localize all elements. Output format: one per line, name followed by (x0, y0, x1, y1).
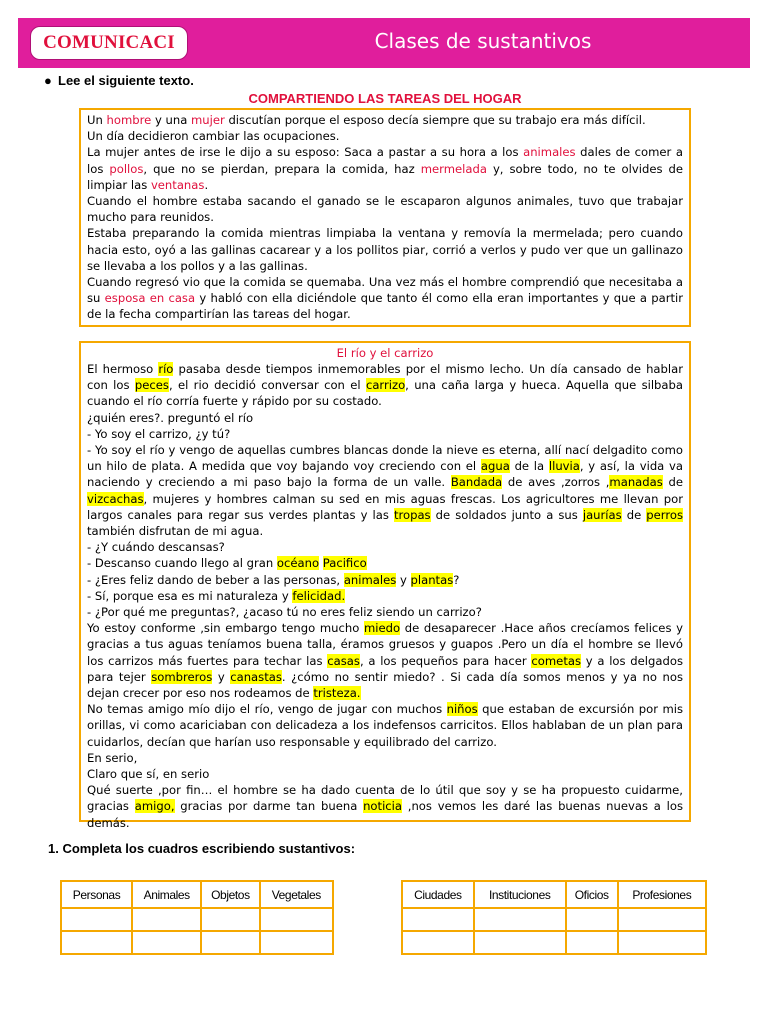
highlighted-noun: amigo, (134, 799, 175, 814)
highlighted-noun: niños (446, 702, 478, 717)
paragraph: - Descanso cuando llego al gran océano Pacifico (87, 556, 367, 571)
highlighted-noun: felicidad. (292, 588, 346, 603)
answer-cell[interactable] (474, 931, 566, 954)
paragraph: - Yo soy el río y vengo de aquellas cumbres blancas donde la nieve es eterna, allí nací delgadito como un hilo de plata. A medida que voy bajando voy creciendo con el agua de la lluvia, y así, la vida va naciendo y creciendo a mi paso bajo la forma de un valle. Bandada de aves ,zorros ,manadas de vizcachas, mujeres y hombres calman su sed en mis aguas frescas. Los agricultores me llevan por largos canales para regar sus verdes plantas y las tropas de soldados junto a sus jaurías de perros también disfrutan de mi agua. (87, 443, 683, 539)
paragraph: Un hombre y una mujer discutían porque el esposo decía siempre que su trabajo era más difícil. (87, 113, 646, 127)
highlighted-noun: plantas (410, 572, 454, 587)
question-1: 1. Completa los cuadros escribiendo sustantivos: (48, 841, 356, 856)
highlighted-noun: jaurías (582, 507, 622, 522)
highlighted-noun: casas (327, 653, 360, 668)
answer-cell[interactable] (260, 908, 333, 931)
subject-badge-label: COMUNICACI (43, 32, 175, 53)
highlighted-noun: canastas (230, 669, 282, 684)
red-word: mermelada (420, 161, 487, 176)
paragraph: Yo estoy conforme ,sin embargo tengo mucho miedo de desaparecer .Hace años crecíamos felices y gracias a tus aguas teníamos buena talla, éramos gruesos y guapos .Pero un día el hombre se llevó los carrizos más fuertes para techar las casas, a los pequeños para hacer cometas y a los delgados para tejer sombreros y canastas. ¿cómo no sentir miedo? . Si cada día somos menos y ya no nos dejan crecer por eso nos rodeamos de tristeza. (87, 621, 683, 701)
table-row (61, 908, 333, 931)
answer-cell[interactable] (566, 931, 618, 954)
answer-cell[interactable] (61, 908, 132, 931)
answer-cell[interactable] (402, 908, 474, 931)
story2-box (79, 341, 691, 830)
paragraph: Cuando el hombre estaba sacando el ganado se le escaparon algunos animales, tuvo que trabajar mucho para reunidos. (87, 194, 683, 225)
answer-cell[interactable] (618, 931, 706, 954)
column-header: Animales (132, 881, 201, 908)
paragraph: ¿quién eres?. preguntó el río (87, 410, 254, 425)
instruction-text: Lee el siguiente texto. (58, 73, 194, 88)
highlighted-noun: cometas (531, 653, 582, 668)
red-word: esposa (104, 291, 146, 306)
red-word: mujer (191, 113, 225, 127)
bullet-icon: ● (44, 73, 52, 88)
header-banner (18, 18, 750, 68)
column-header: Ciudades (402, 881, 474, 908)
story2-body (87, 361, 683, 831)
paragraph: Un día decidieron cambiar las ocupaciones. (87, 129, 340, 144)
column-header: Objetos (201, 881, 259, 908)
red-word: hombre (106, 113, 152, 127)
table-row (402, 908, 706, 931)
story2-title: El río y el carrizo (336, 346, 434, 360)
subject-badge (30, 26, 188, 60)
red-word: casa (168, 291, 196, 306)
page-title: Clases de sustantivos (374, 29, 592, 53)
paragraph: El hermoso río pasaba desde tiempos inmemorables por el mismo lecho. Un día cansado de hablar con los peces, el rio decidió conversar con el carrizo, una caña larga y hueca. Aquella que silbaba cuando el río corría fuerte y rápido por su costado. (87, 362, 683, 409)
highlighted-noun: lluvia (548, 459, 580, 474)
highlighted-noun: agua (480, 459, 510, 474)
column-header: Profesiones (618, 881, 706, 908)
paragraph: En serio, (87, 750, 138, 765)
highlighted-noun: tristeza. (313, 686, 361, 701)
answer-cell[interactable] (201, 908, 259, 931)
red-word: en (149, 291, 165, 306)
highlighted-noun: noticia (363, 799, 402, 814)
table-row (61, 931, 333, 954)
paragraph: - Sí, porque esa es mi naturaleza y felicidad. (87, 588, 346, 603)
red-word: ventanas (150, 177, 205, 192)
paragraph: Qué suerte ,por fin… el hombre se ha dado cuenta de lo útil que soy y se ha propuesto cuidarme, gracias amigo, gracias por darme tan buena noticia ,nos vemos les daré las buenas nuevas a los demás. (87, 783, 684, 830)
story1-title: COMPARTIENDO LAS TAREAS DEL HOGAR (248, 91, 522, 106)
story1-body (87, 112, 683, 323)
highlighted-noun: animales (343, 572, 397, 587)
highlighted-noun: carrizo (365, 378, 406, 393)
nouns-table-b (401, 880, 707, 955)
story1-box (79, 108, 691, 327)
highlighted-noun: vizcachas (87, 491, 144, 506)
red-word: pollos (109, 161, 144, 176)
instruction (44, 73, 194, 88)
highlighted-noun: sombreros (151, 669, 213, 684)
table-row (402, 931, 706, 954)
highlighted-noun: manadas (609, 475, 663, 490)
column-header: Vegetales (260, 881, 333, 908)
red-word: animales (523, 145, 576, 160)
highlighted-noun: océano (276, 556, 320, 571)
answer-cell[interactable] (132, 908, 201, 931)
paragraph: - ¿Y cuándo descansas? (87, 540, 225, 555)
highlighted-noun: tropas (393, 507, 431, 522)
highlighted-noun: perros (646, 507, 683, 522)
paragraph: La mujer antes de irse le dijo a su esposo: Saca a pastar a su hora a los animales dales de comer a los pollos, que no se pierdan, prepara la comida, haz mermelada y, sobre todo, no te olvides de limpiar las ventanas. (87, 145, 683, 192)
paragraph: Cuando regresó vio que la comida se quemaba. Una vez más el hombre comprendió que necesitaba a su esposa en casa y habló con ella diciéndole que tanto él como ella eran importantes y que a partir de la fecha compartirían las tareas del hogar. (87, 275, 683, 322)
paragraph: - Yo soy el carrizo, ¿y tú? (87, 426, 231, 441)
answer-cell[interactable] (61, 931, 132, 954)
highlighted-noun: Pacifico (322, 556, 367, 571)
paragraph: - ¿Por qué me preguntas?, ¿acaso tú no eres feliz siendo un carrizo? (87, 605, 482, 620)
highlighted-noun: peces (134, 378, 169, 393)
highlighted-noun: Bandada (450, 475, 503, 490)
highlighted-noun: miedo (364, 621, 401, 636)
column-header: Oficios (566, 881, 618, 908)
answer-cell[interactable] (402, 931, 474, 954)
paragraph: - ¿Eres feliz dando de beber a las personas, animales y plantas? (87, 572, 460, 587)
answer-cell[interactable] (566, 908, 618, 931)
answer-cell[interactable] (260, 931, 333, 954)
paragraph: Estaba preparando la comida mientras limpiaba la ventana y removía la mermelada; pero cuando hacia esto, oyó a las gallinas cacarear y a los pollitos piar, corrió a verlos y pudo ver que un gallinazo se llevaba a los pollos y a las gallinas. (87, 226, 683, 273)
answer-cell[interactable] (201, 931, 259, 954)
answer-cell[interactable] (618, 908, 706, 931)
paragraph: Claro que sí, en serio (87, 767, 210, 782)
nouns-table-a (60, 880, 334, 955)
paragraph: No temas amigo mío dijo el río, vengo de jugar con muchos niños que estaban de excursión por mis orillas, vi como acariciaban con delicadeza a los indefensos carricitos. Ellos hablaban de un plan para cuidarlos, decían que harían uso responsable y equilibrado del carrizo. (87, 702, 684, 749)
highlighted-noun: río (158, 362, 174, 376)
column-header: Instituciones (474, 881, 566, 908)
answer-cell[interactable] (132, 931, 201, 954)
column-header: Personas (61, 881, 132, 908)
answer-cell[interactable] (474, 908, 566, 931)
